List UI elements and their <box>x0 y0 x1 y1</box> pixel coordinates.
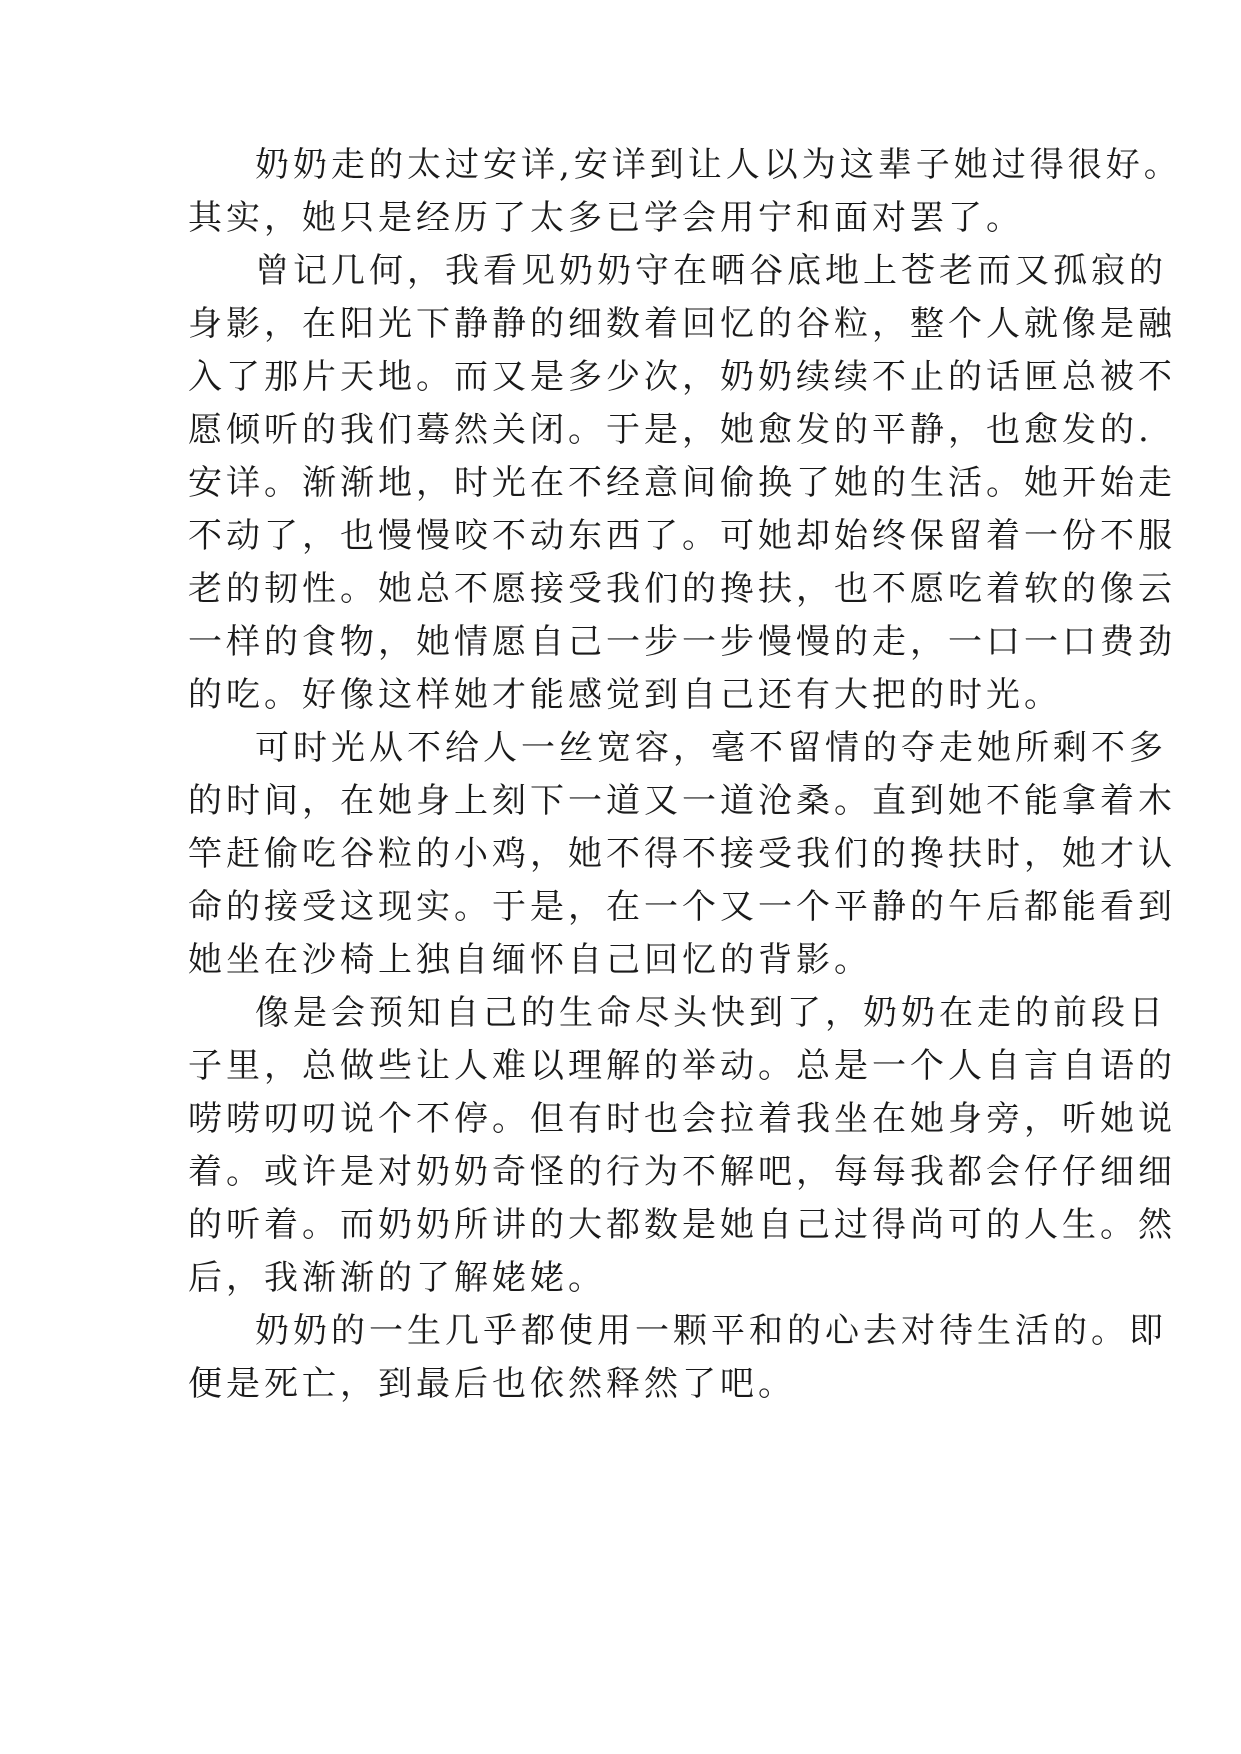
paragraph-2-line-7: 老的韧性。她总不愿接受我们的搀扶，也不愿吃着软的像云 <box>188 569 1176 609</box>
paragraph-2-line-9: 的吃。好像这样她才能感觉到自己还有大把的时光。 <box>188 675 1062 715</box>
paragraph-1-line-2: 其实，她只是经历了太多已学会用宁和面对罢了。 <box>188 198 1024 238</box>
paragraph-3-line-3: 竿赶偷吃谷粒的小鸡，她不得不接受我们的搀扶时，她才认 <box>188 834 1176 874</box>
paragraph-2-line-4: 愿倾听的我们蓦然关闭。于是，她愈发的平静，也愈发的. <box>188 410 1153 450</box>
paragraph-4-line-6: 后，我渐渐的了解姥姥。 <box>188 1258 606 1298</box>
paragraph-5-line-1: 奶奶的一生几乎都使用一颗平和的心去对待生活的。即 <box>255 1311 1167 1351</box>
paragraph-1-line-1: 奶奶走的太过安详,安详到让人以为这辈子她过得很好。 <box>255 145 1182 185</box>
paragraph-4-line-1: 像是会预知自己的生命尽头快到了，奶奶在走的前段日 <box>255 993 1167 1033</box>
paragraph-5-line-2: 便是死亡，到最后也依然释然了吧。 <box>188 1364 796 1404</box>
paragraph-2-line-2: 身影，在阳光下静静的细数着回忆的谷粒，整个人就像是融 <box>188 304 1176 344</box>
paragraph-4-line-2: 子里，总做些让人难以理解的举动。总是一个人自言自语的 <box>188 1046 1176 1086</box>
paragraph-3-line-1: 可时光从不给人一丝宽容，毫不留情的夺走她所剩不多 <box>255 728 1167 768</box>
paragraph-3-line-2: 的时间，在她身上刻下一道又一道沧桑。直到她不能拿着木 <box>188 781 1176 821</box>
paragraph-3-line-4: 命的接受这现实。于是，在一个又一个平静的午后都能看到 <box>188 887 1176 927</box>
paragraph-2-line-5: 安详。渐渐地，时光在不经意间偷换了她的生活。她开始走 <box>188 463 1176 503</box>
paragraph-4-line-4: 着。或许是对奶奶奇怪的行为不解吧，每每我都会仔仔细细 <box>188 1152 1176 1192</box>
paragraph-4-line-3: 唠唠叨叨说个不停。但有时也会拉着我坐在她身旁，听她说 <box>188 1099 1176 1139</box>
paragraph-4-line-5: 的听着。而奶奶所讲的大都数是她自己过得尚可的人生。然 <box>188 1205 1176 1245</box>
paragraph-2-line-3: 入了那片天地。而又是多少次，奶奶续续不止的话匣总被不 <box>188 357 1176 397</box>
paragraph-2-line-6: 不动了，也慢慢咬不动东西了。可她却始终保留着一份不服 <box>188 516 1176 556</box>
paragraph-3-line-5: 她坐在沙椅上独自缅怀自己回忆的背影。 <box>188 940 872 980</box>
paragraph-2-line-1: 曾记几何，我看见奶奶守在晒谷底地上苍老而又孤寂的 <box>255 251 1167 291</box>
paragraph-2-line-8: 一样的食物，她情愿自己一步一步慢慢的走，一口一口费劲 <box>188 622 1176 662</box>
